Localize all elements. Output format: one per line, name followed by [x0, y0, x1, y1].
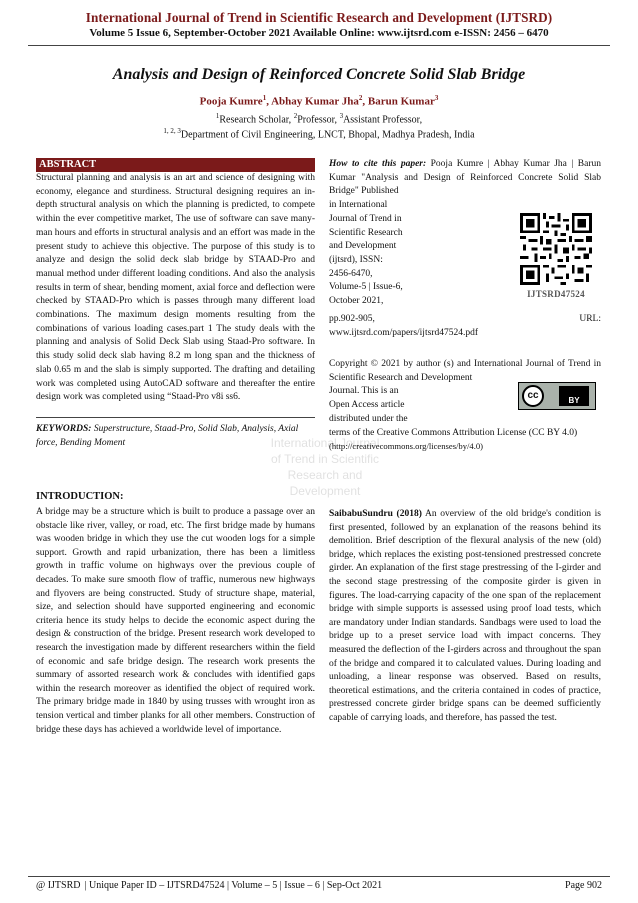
citation-side-lines: in International Journal of Trend in Scientific Research and Development (ijtsrd), ISSN: 2456-6470, Volume-5 | Issue-6, October 2021,: [329, 200, 403, 307]
citation-url-block: [329, 313, 601, 340]
header-divider: [28, 45, 610, 46]
citation-url-label: URL:: [579, 314, 601, 324]
footer-divider: [28, 876, 610, 877]
qr-paper-id: IJTSRD47524: [527, 289, 585, 299]
footer-left: @ IJTSRD: [36, 880, 81, 891]
affiliation-department: $^{1, 2, 3}$Department of Civil Engineering, LNCT, Bhopal, Madhya Pradesh, India: [163, 127, 475, 141]
journal-meta: Volume 5 Issue 6, September-October 2021 Available Online: www.ijtsrd.com e-ISSN: 2456 – 6470: [89, 27, 549, 39]
citation-pages: pp.902-905,: [329, 314, 375, 324]
author-name: Pooja Kumre: [199, 95, 263, 108]
author-name: Abhay Kumar Jha: [271, 95, 359, 108]
abstract-heading: ABSTRACT: [36, 158, 315, 172]
abstract-divider: [36, 417, 315, 418]
license-url-link[interactable]: (http://creativecommons.org/licenses/by/4.0): [329, 441, 484, 452]
author-list: Pooja Kumre$^1$, Abhay Kumar Jha$^2$, Barun Kumar$^3$: [199, 94, 439, 108]
literature-review-lead: SaibabuSundru (2018): [329, 509, 422, 519]
citation-text: How to cite this paper: Pooja Kumre | Abhay Kumar Jha | Barun Kumar "Analysis and Design of Reinforced Concrete Solid Slab Bridge" Published: [329, 159, 602, 197]
cc-by-badge[interactable]: [518, 382, 596, 410]
person-icon: [609, 390, 619, 400]
journal-watermark: International Journal of Trend in Scientific Research and Development: [270, 436, 380, 498]
introduction-heading: INTRODUCTION:: [36, 491, 124, 502]
literature-review-text: SaibabuSundru (2018) An overview of the old bridge's condition is first presented, followed by an explanation of the reasons behind its demolition. Brief description of the flexural analysis of the new (old) bridge, which replaces the existing post-tensioned prestressed concrete girder. An explanation of the first stage prestressing of the I-girder and the second stage prestressing of the composite girder is given in figures. The load-carrying capacity of the one span of the replacement bridge with simple supports is assessed using proof load tests, which are mandatory under Indian standards. Sandbags were used to load the bridge up to a preset service load with impact concerns. They measured the deflection of the I-girders across and throughout the span of the bridge and compared it to calculated values. During loading and unloading, a linear response was observed. Based on results, theoretical estimations, and the criteria contained in codes of practice, prestressed concrete girder bridge spans can be deemed sufficiently capable of carrying loads, and therefore, has passed the test.: [329, 509, 601, 723]
copyright-text: Copyright © 2021 by author (s) and International Journal of Trend in Scientific Research and Development: [329, 359, 601, 383]
attribution-icon: BY: [559, 386, 589, 406]
citation-label: How to cite this paper:: [329, 159, 427, 169]
page-footer: [36, 880, 602, 891]
paper-title: Analysis and Design of Reinforced Concrete Solid Slab Bridge: [112, 66, 526, 83]
keywords-text: Superstructure, Staad-Pro, Solid Slab, Analysis, Axial force, Bending Moment: [36, 424, 299, 448]
keywords-label: KEYWORDS:: [36, 424, 92, 434]
qr-code-icon: [520, 213, 592, 285]
author-name: Barun Kumar: [367, 95, 435, 108]
affiliation-roles: $^1$Research Scholar, $^2$Professor, $^3$Assistant Professor,: [215, 112, 423, 126]
journal-name: International Journal of Trend in Scientific Research and Development (IJTSRD): [85, 10, 553, 25]
citation-url-link[interactable]: www.ijtsrd.com/papers/ijtsrd47524.pdf: [329, 327, 478, 338]
qr-code-box: [513, 213, 599, 311]
copyright-block: Copyright © 2021 by author (s) and International Journal of Trend in Scientific Research and Development Journal. This is an Open Access article distributed under the terms of the Creative Commons Attribution License (CC BY 4.0) (http://creativecommons.org/licenses/by/4.0): [329, 358, 601, 454]
abstract-text: Structural planning and analysis is an art and science of designing with economy, elegance and sturdiness. Structural designing requires an in-depth structural analysis on which the planning is predicted, to compete within the ever competitive market, The use of software can save many-man hours and efforts in structural analysis and an effort was made in the present study to achieve this objective. The purpose of this study is to analyze and design the solid deck slab bridge by STAAD-Pro and manual method under different loading conditions. And also the analysis results in term of shear, bending moment, axial force and deflection were checked by STAAD-Pro which is passes through many different load combinations. The maximum design moments resulting from the combinations of various loading cases.part 1 The study deals with the planning and analysis of Solid Deck Slab using Staad-Pro software. In this study solid deck slab having 8.2 m long span and the thickness of slab 0.65 m and the slab is simply supported. The drafting and detailing work was completed using AutoCAD software and thereafter the entire design work was completed using “Staad-Pro v8i ss6.: [36, 173, 315, 403]
footer-middle: | Unique Paper ID – IJTSRD47524 | Volume – 5 | Issue – 6 | Sep-Oct 2021: [84, 880, 383, 891]
copyright-license-text: terms of the Creative Commons Attribution License (CC BY 4.0): [329, 427, 578, 438]
footer-page-number: Page 902: [565, 880, 602, 891]
introduction-text: A bridge may be a structure which is built to produce a passage over an obstacle like river, valley, or road, etc. The first bridge made by humans was wooden bridge in which they use the cut wooden logs for a simple support. Growth and rapid urbanization, there has been a limitless growth in traffic volume on highways over the previous couple of decades. To make sure smooth flow of traffic, numerous new highways and flyovers are being constructed. Study of structure shape, material, size, and selection should have supported engineering and economic criteria hence its study helps to decide the economic aspect during the design & construction of the bridge. Present research work developed to research the investigation made by different researchers within the field of economic and safe bridge design. The research work presents the summary of assorted research work & concludes with identified gaps within the research moreover as identified the object of required work. The primary bridge made in 1840 by using trusses with wrought iron as tension vertical and timber planks for all other members. Construction of bridge these days has achieved a worldwide level of importance.: [36, 507, 315, 735]
cc-icon: cc: [522, 385, 544, 407]
